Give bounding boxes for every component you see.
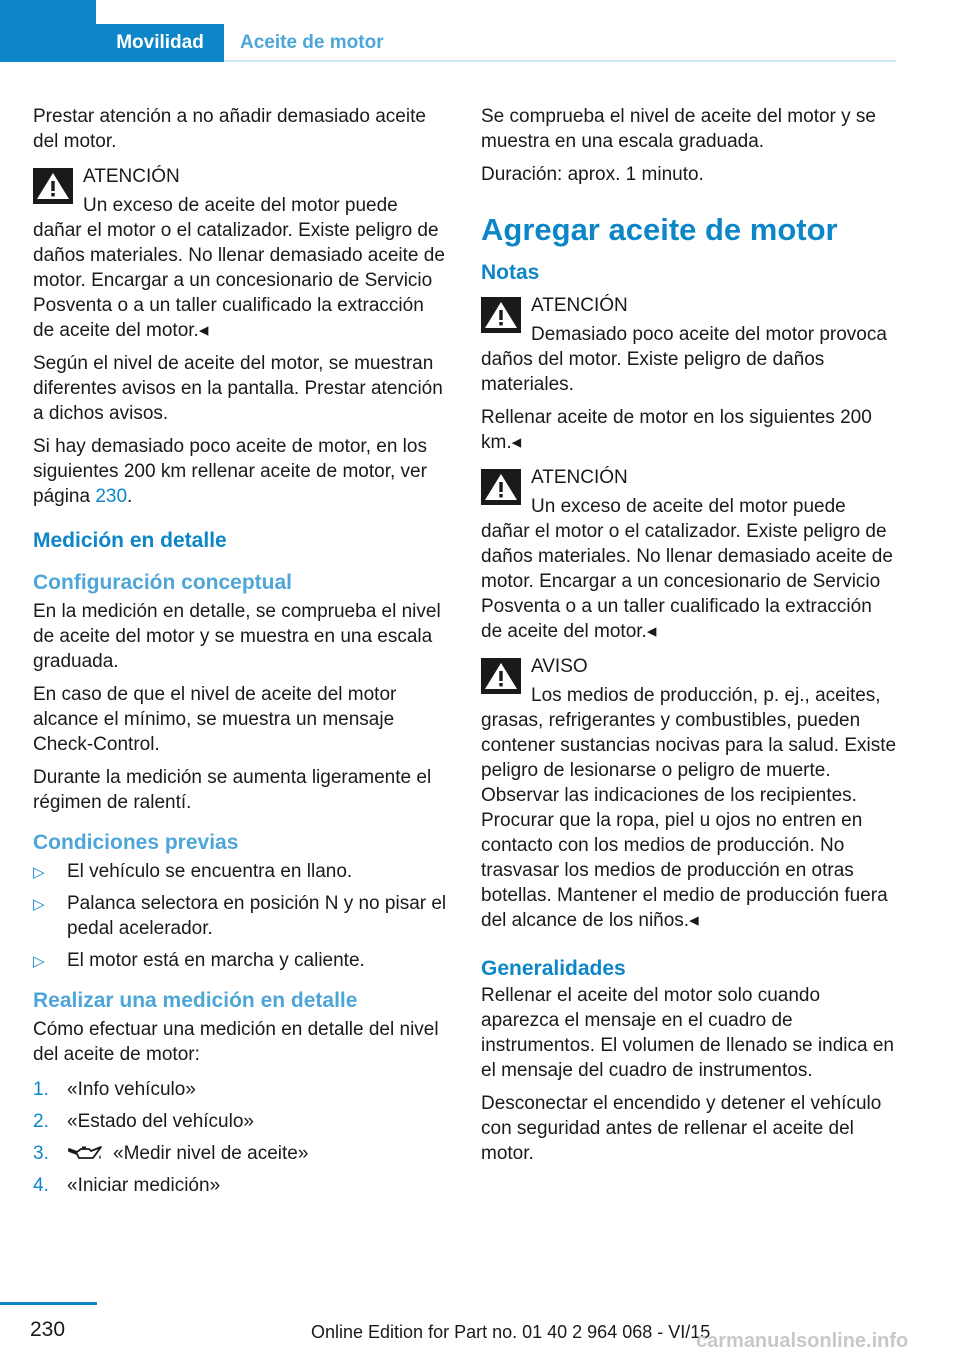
paragraph-text: Si hay demasiado poco aceite de motor, en los siguientes 200 km rellenar aceite de motor, ver página: [33, 436, 427, 507]
warning-box: [481, 465, 897, 644]
notice-box: [481, 654, 897, 933]
paragraph: Se comprueba el nivel de aceite del motor y se muestra en una escala graduada.: [481, 106, 876, 152]
warning-text: Un exceso de aceite del motor puede dañar el motor o el catalizador. Existe peligro de daños materiales. No llenar demasiado aceite de motor. Encargar a un concesionario de Servicio Posventa o a un taller cualificado la extracción de aceite del motor.◂: [481, 496, 893, 642]
warning-box: [33, 164, 449, 343]
page-header: [0, 0, 960, 62]
conditions-list: [33, 859, 449, 973]
warning-label: ATENCIÓN: [531, 467, 628, 488]
step-text: «Estado del vehículo»: [67, 1111, 254, 1132]
oil-can-icon: [67, 1145, 105, 1163]
paragraph: En caso de que el nivel de aceite del motor alcance el mínimo, se muestra un mensaje Check-Control.: [33, 684, 397, 755]
intro-text: Prestar atención a no añadir demasiado aceite del motor.: [33, 106, 426, 152]
warning-text: Un exceso de aceite del motor puede dañar el motor o el catalizador. Existe peligro de daños materiales. No llenar demasiado aceite de motor. Encargar a un concesionario de Servicio Posventa o a un taller cualificado la extracción de aceite del motor.◂: [33, 195, 445, 341]
list-item: [33, 948, 449, 973]
warning-label: ATENCIÓN: [83, 166, 180, 187]
step-text: «Info vehículo»: [67, 1079, 196, 1100]
paragraph: Desconectar el encendido y detener el vehículo con seguridad antes de rellenar el aceite del motor.: [481, 1093, 882, 1164]
heading-notas: Notas: [481, 261, 540, 284]
page-link[interactable]: 230: [95, 486, 128, 507]
warning-text: Demasiado poco aceite del motor provoca daños del motor. Existe peligro de daños materiales.: [481, 324, 887, 395]
step-number: 3.: [33, 1143, 49, 1164]
heading-realizar: Realizar una medición en detalle: [33, 989, 358, 1012]
list-item-text: Palanca selectora en posición N y no pisar el pedal acelerador.: [67, 893, 447, 939]
list-item: [33, 891, 449, 941]
warning-triangle-icon: [481, 658, 521, 694]
header-accent-bar: [0, 0, 96, 62]
heading-configuracion: Configuración conceptual: [33, 571, 293, 594]
warning-continuation: Rellenar aceite de motor en los siguientes 200 km.◂: [481, 407, 872, 453]
paragraph: Duración: aprox. 1 minuto.: [481, 164, 704, 185]
list-item: [33, 859, 449, 884]
steps-list: [33, 1077, 449, 1198]
notice-text: Los medios de producción, p. ej., aceites, grasas, refrigerantes y combustibles, pueden contener sustancias nocivas para la salud. Existe peligro de lesionarse o peligro de muerte. Observar las indicaciones de los recipientes. Procurar que la ropa, piel u ojos no entren en contacto con los medios de producción. No trasvasar los medios de producción en otras botellas. Mantener el medio de producción fuera del alcance de los niños.◂: [481, 685, 897, 931]
section-tab: Movilidad: [96, 24, 224, 62]
heading-agregar: Agregar aceite de motor: [481, 212, 838, 247]
warning-triangle-icon: [33, 168, 73, 204]
notice-label: AVISO: [531, 656, 588, 677]
step-number: 1.: [33, 1079, 49, 1100]
step-number: 2.: [33, 1111, 49, 1132]
paragraph: Según el nivel de aceite del motor, se muestran diferentes avisos en la pantalla. Prestar atención a dichos avisos.: [33, 353, 443, 424]
paragraph: Durante la medición se aumenta ligeramente el régimen de ralentí.: [33, 767, 432, 813]
list-item-text: El motor está en marcha y caliente.: [67, 950, 365, 971]
left-column: [33, 104, 449, 1205]
right-column: [481, 104, 897, 1174]
paragraph: Rellenar el aceite del motor solo cuando aparezca el mensaje en el cuadro de instrumentos. El volumen de llenado se indica en el mensaje del cuadro de instrumentos.: [481, 985, 894, 1081]
page-number: 230: [30, 1318, 66, 1341]
triangle-bullet-icon: ▷: [33, 864, 45, 881]
list-item-text: El vehículo se encuentra en llano.: [67, 861, 353, 882]
step-text: «Medir nivel de aceite»: [113, 1143, 309, 1164]
step-item: [33, 1077, 449, 1102]
paragraph-end: .: [127, 486, 133, 507]
paragraph: En la medición en detalle, se comprueba el nivel de aceite del motor y se muestra en una escala graduada.: [33, 601, 441, 672]
page-number-rule: [0, 1302, 97, 1305]
header-rule: [224, 60, 896, 62]
edition-note: Online Edition for Part no. 01 40 2 964 068 - VI/15: [311, 1322, 711, 1342]
step-text: «Iniciar medición»: [67, 1175, 221, 1196]
subsection-tab: Aceite de motor: [240, 32, 384, 53]
step-number: 4.: [33, 1175, 49, 1196]
step-item: [33, 1173, 449, 1198]
warning-label: ATENCIÓN: [531, 295, 628, 316]
watermark: carmanualsonline.info: [696, 1330, 909, 1352]
warning-triangle-icon: [481, 297, 521, 333]
paragraph-with-link: [33, 434, 449, 509]
triangle-bullet-icon: ▷: [33, 896, 45, 913]
step-item: [33, 1109, 449, 1134]
step-item: [33, 1141, 449, 1166]
heading-condiciones: Condiciones previas: [33, 831, 239, 854]
warning-triangle-icon: [481, 469, 521, 505]
triangle-bullet-icon: ▷: [33, 953, 45, 970]
paragraph: Cómo efectuar una medición en detalle del nivel del aceite de motor:: [33, 1019, 439, 1065]
heading-medicion: Medición en detalle: [33, 529, 227, 552]
heading-generalidades: Generalidades: [481, 957, 626, 980]
warning-box: [481, 293, 897, 397]
